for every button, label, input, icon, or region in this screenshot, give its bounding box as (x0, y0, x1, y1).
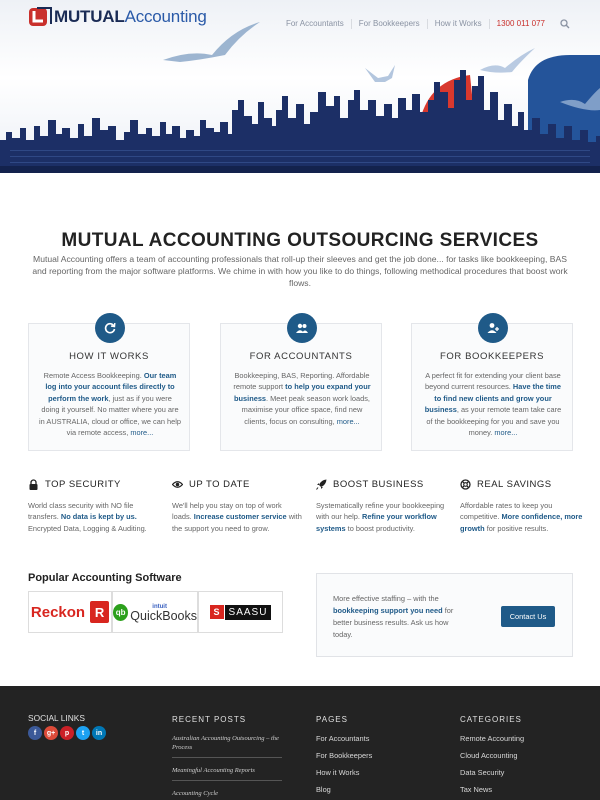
social-links (28, 726, 108, 740)
feature-title-text: TOP SECURITY (45, 479, 121, 490)
feature-text-highlight: More confidence, more growth (460, 512, 583, 533)
card-icon-circle (478, 313, 508, 343)
recent-post-link[interactable]: Meaningful Accounting Reports (172, 766, 282, 781)
reckon-wordmark: Reckon (30, 603, 86, 621)
card-for-accountants (220, 323, 382, 451)
nav-for-accountants[interactable]: For Accountants (279, 19, 352, 29)
footer-page-link[interactable]: For Accountants (316, 734, 370, 743)
footer-page-link[interactable]: For Bookkeepers (316, 751, 373, 760)
social-links-title: SOCIAL LINKS (28, 713, 85, 723)
feature-text-part: to boost productivity. (345, 523, 415, 533)
refresh-icon (103, 321, 117, 335)
card-title: FOR BOOKKEEPERS (439, 351, 545, 362)
card-more-link[interactable]: more... (130, 428, 154, 438)
card-text-part: , just as if you were doing it yourself. No matter where you are in AUSTRALIA, cloud or office, we can help via remote access, (39, 393, 182, 438)
users-icon (295, 321, 309, 335)
cta-text-part: More effective staffing – with the (333, 594, 439, 603)
quickbooks-logo[interactable] (112, 591, 198, 633)
footer-recent-posts (172, 715, 282, 800)
recent-post-link[interactable]: Australian Accounting Outsourcing – the Process (172, 734, 282, 758)
card-for-bookkeepers (411, 323, 573, 451)
page-title: MUTUAL ACCOUNTING OUTSOURCING SERVICES (61, 230, 539, 251)
feature-title-text: BOOST BUSINESS (333, 479, 424, 490)
saasu-logo[interactable] (198, 591, 283, 633)
logo-bold: MUTUAL (54, 7, 125, 26)
contact-cta-box (316, 573, 573, 657)
intuit-text: intuit (152, 604, 167, 610)
feature-top-security (28, 478, 158, 534)
reckon-mark: R (90, 601, 109, 623)
card-text-highlight: Have the time to find new clients and grow your business (424, 382, 561, 415)
software-title: Popular Accounting Software (28, 572, 182, 584)
card-icon-circle (95, 313, 125, 343)
top-nav (279, 19, 570, 29)
intro-text: Mutual Accounting offers a team of accounting professionals that roll-up their sleeves and get the job done... for tasks like bookkeeping, BAS and reporting from the major software platforms. We chime in with how you like to do things, following methodical procedures that boost work flows. (32, 254, 568, 288)
logo-light: Accounting (124, 7, 207, 26)
card-text-part: A perfect fit for extending your client base beyond current resources. (425, 371, 561, 392)
saasu-wordmark: SAASU (225, 605, 272, 620)
quickbooks-icon: qb (113, 604, 128, 621)
saasu-icon: S (210, 605, 224, 619)
feature-title-text: UP TO DATE (189, 479, 250, 490)
nav-for-bookkeepers[interactable]: For Bookkeepers (352, 19, 428, 29)
feature-title-text: REAL SAVINGS (477, 479, 552, 490)
feature-text-highlight: No data is kept by us. (60, 512, 137, 522)
feature-title (28, 478, 158, 491)
logo-icon (28, 5, 52, 29)
feature-text-part: with the support you need to grow. (172, 512, 302, 533)
footer-col-title: PAGES (316, 715, 348, 724)
card-title: HOW IT WORKS (69, 351, 149, 362)
feature-real-savings (460, 478, 590, 534)
quickbooks-text (130, 603, 197, 621)
card-more-link[interactable]: more... (336, 416, 360, 426)
feature-text-highlight: Refine your workflow systems (316, 512, 437, 533)
footer-col-title: CATEGORIES (460, 715, 522, 724)
site-footer (0, 686, 600, 800)
nav-how-it-works[interactable]: How it Works (428, 19, 490, 29)
footer-page-link[interactable]: Blog (316, 785, 331, 794)
eye-icon (172, 479, 183, 490)
footer-col-title: RECENT POSTS (172, 715, 247, 724)
footer-category-link[interactable]: Remote Accounting (460, 734, 525, 743)
feature-text-part: for positive results. (484, 523, 549, 533)
lock-icon (28, 479, 39, 490)
contact-us-button[interactable]: Contact Us (501, 606, 555, 627)
card-text-highlight: Our team log into your account files directly to perform the work (45, 371, 177, 403)
card-icon-circle (287, 313, 317, 343)
footer-pages (316, 715, 372, 800)
feature-text-part: World class security with NO file transfers. (28, 501, 134, 522)
feature-text-part: We'll help you stay on top of work loads. (172, 501, 282, 522)
life-ring-icon (460, 479, 471, 490)
feature-text (316, 500, 446, 534)
feature-text-highlight: Increase customer service (193, 512, 287, 522)
hero-banner (0, 0, 600, 173)
footer-category-link[interactable]: Tax News (460, 785, 493, 794)
footer-categories (460, 715, 524, 800)
feature-up-to-date (172, 478, 302, 534)
footer-category-link[interactable]: Data Security (460, 768, 505, 777)
card-text (231, 370, 373, 427)
feature-text (460, 500, 590, 534)
feature-title (172, 478, 302, 491)
footer-category-link[interactable]: Cloud Accounting (460, 751, 518, 760)
feature-text (172, 500, 302, 534)
card-text-part: . Meet peak season work loads, maximise your office space, find new clients, focus on consulting, (241, 393, 370, 426)
quickbooks-wordmark: QuickBooks (130, 609, 197, 623)
logo[interactable] (28, 2, 207, 32)
card-more-link[interactable]: more... (494, 428, 518, 438)
search-icon[interactable] (560, 19, 570, 29)
card-title: FOR ACCOUNTANTS (249, 351, 353, 362)
pinterest-icon[interactable]: p (60, 726, 74, 740)
recent-post-link[interactable]: Accounting Cycle (172, 789, 282, 800)
card-text-highlight: to help you expand your business (234, 382, 371, 403)
feature-boost-business (316, 478, 446, 534)
add-user-icon (486, 321, 500, 335)
facebook-icon[interactable]: f (28, 726, 42, 740)
feature-text-part: Affordable rates to keep you competitive. (460, 501, 553, 522)
nav-phone-link[interactable]: 1300 011 077 (496, 19, 545, 28)
cta-text-highlight: bookkeeping support you need (333, 606, 443, 615)
card-text (39, 370, 181, 438)
rocket-icon (316, 479, 327, 490)
card-text-part: Remote Access Bookkeeping. (43, 371, 144, 380)
cta-text (333, 593, 457, 641)
cta-text-part: for better business results. Ask us how today. (333, 606, 454, 639)
reckon-logo[interactable] (28, 591, 112, 633)
linkedin-icon[interactable]: in (92, 726, 106, 740)
feature-text (28, 500, 158, 534)
card-text-part: Bookkeeping, BAS, Reporting. Affordable remote support (233, 371, 370, 392)
footer-page-link[interactable]: How it Works (316, 768, 360, 777)
twitter-icon[interactable]: t (76, 726, 90, 740)
logo-text (54, 7, 207, 27)
feature-title (460, 478, 590, 491)
feature-text-part: Systematically refine your bookkeeping with our help. (316, 501, 445, 522)
card-text-part: , as your remote team take care of the bookkeeping for you and save you money. (426, 405, 562, 438)
card-how-it-works (28, 323, 190, 451)
feature-title (316, 478, 446, 491)
card-text (422, 370, 564, 438)
google-plus-icon[interactable]: g+ (44, 726, 58, 740)
feature-text-part: Encrypted Data, Logging & Auditing. (28, 523, 147, 533)
